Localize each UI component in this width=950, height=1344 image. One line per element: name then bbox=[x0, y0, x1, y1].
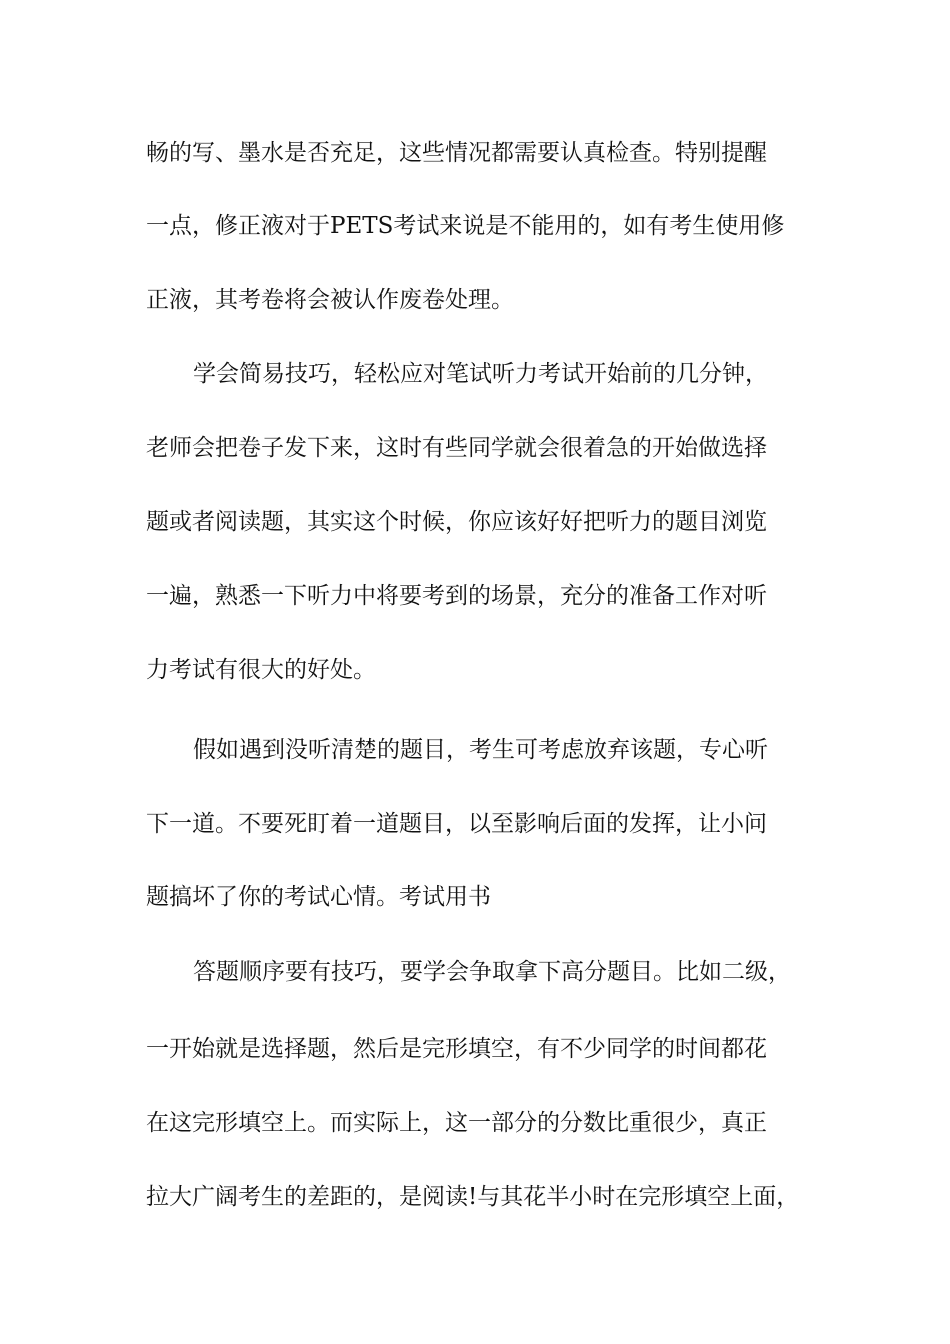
text-line: 畅的写、墨水是否充足，这些情况都需要认真检查。特别提醒 bbox=[146, 140, 767, 166]
paragraph-first-line: 答题顺序要有技巧，要学会争取拿下高分题目。比如二级， bbox=[193, 959, 791, 985]
text-line: 题搞坏了你的考试心情。考试用书 bbox=[146, 884, 491, 910]
text-line: 题或者阅读题，其实这个时候，你应该好好把听力的题目浏览 bbox=[146, 509, 767, 535]
text-line: 一点，修正液对于PETS考试来说是不能用的，如有考生使用修 bbox=[146, 213, 785, 239]
text-line: 在这完形填空上。而实际上，这一部分的分数比重很少，真正 bbox=[146, 1110, 767, 1136]
text-line: 正液，其考卷将会被认作废卷处理。 bbox=[146, 287, 514, 313]
paragraph-first-line: 学会简易技巧，轻松应对笔试听力考试开始前的几分钟， bbox=[193, 361, 768, 387]
text-line: 下一道。不要死盯着一道题目，以至影响后面的发挥，让小问 bbox=[146, 811, 767, 837]
text-line: 老师会把卷子发下来，这时有些同学就会很着急的开始做选择 bbox=[146, 435, 767, 461]
text-line: 一开始就是选择题，然后是完形填空，有不少同学的时间都花 bbox=[146, 1036, 767, 1062]
text-line: 力考试有很大的好处。 bbox=[146, 657, 376, 683]
paragraph-first-line: 假如遇到没听清楚的题目，考生可考虑放弃该题，专心听 bbox=[193, 737, 768, 763]
text-line: 一遍，熟悉一下听力中将要考到的场景，充分的准备工作对听 bbox=[146, 583, 767, 609]
text-line: 拉大广阔考生的差距的，是阅读!与其花半小时在完形填空上面， bbox=[146, 1184, 800, 1210]
